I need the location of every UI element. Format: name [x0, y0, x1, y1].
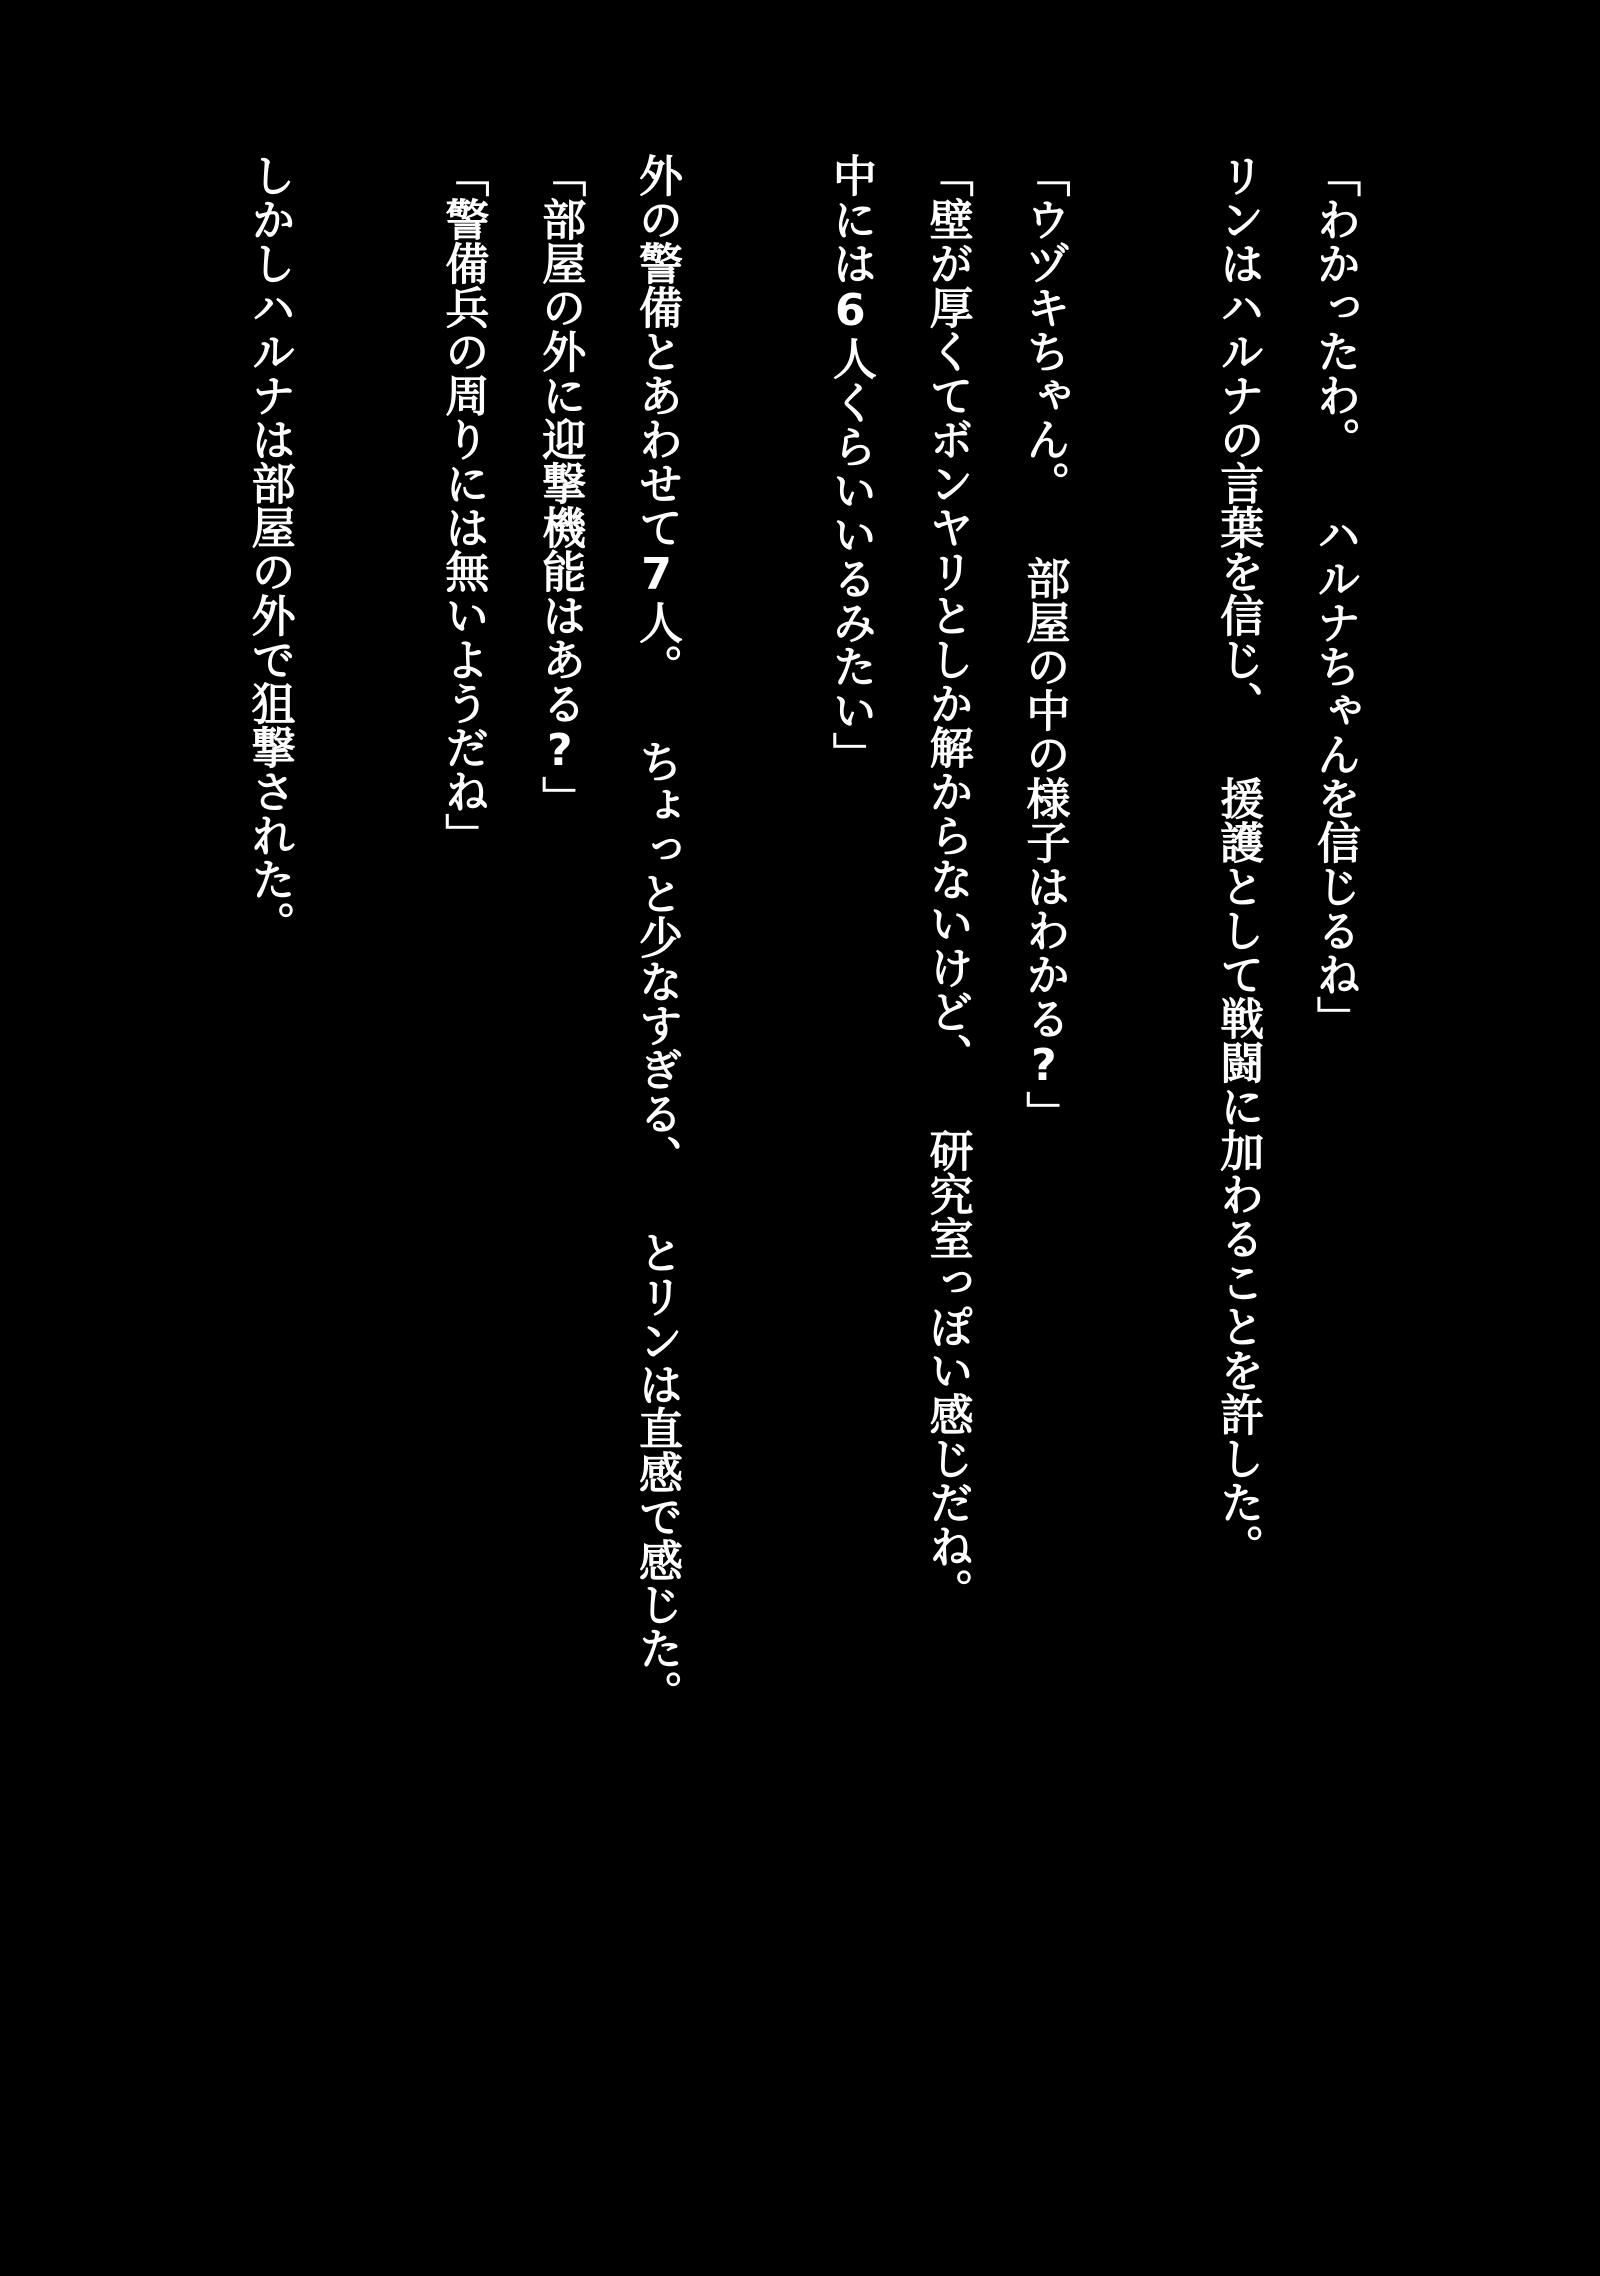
text-line: 「ウヅキちゃん。 部屋の中の様子はわかる?」	[1018, 153, 1070, 1135]
paragraph-narration-guards	[414, 153, 704, 2053]
paragraph-dialogue-wakatta	[1188, 153, 1382, 2053]
text-line: 「部屋の外に迎撃機能はある?」	[534, 153, 586, 820]
text-line: 「わかったわ。 ハルナちゃんを信じるね」	[1309, 153, 1360, 1040]
text-line: 中には6人くらいいるみたい」	[824, 153, 876, 776]
paragraph-dialogue-uzuki	[801, 153, 1091, 2053]
text-line: 「壁が厚くてボンヤリとしか解からないけど、 研究室っぽい感じだね。	[921, 153, 973, 1612]
text-line: 「警備兵の周りには無いようだね」	[437, 153, 489, 857]
text-line: 外の警備とあわせて7人。 ちょっと少なすぎる、 とリンは直感で感じた。	[631, 153, 683, 1714]
paragraph-narration-sniped	[220, 153, 317, 2053]
text-line: リンはハルナの言葉を信じ、 援護として戦闘に加わることを許した。	[1212, 153, 1264, 1568]
story-text	[220, 153, 1382, 2053]
text-line: しかしハルナは部屋の外で狙撃された。	[243, 153, 295, 945]
